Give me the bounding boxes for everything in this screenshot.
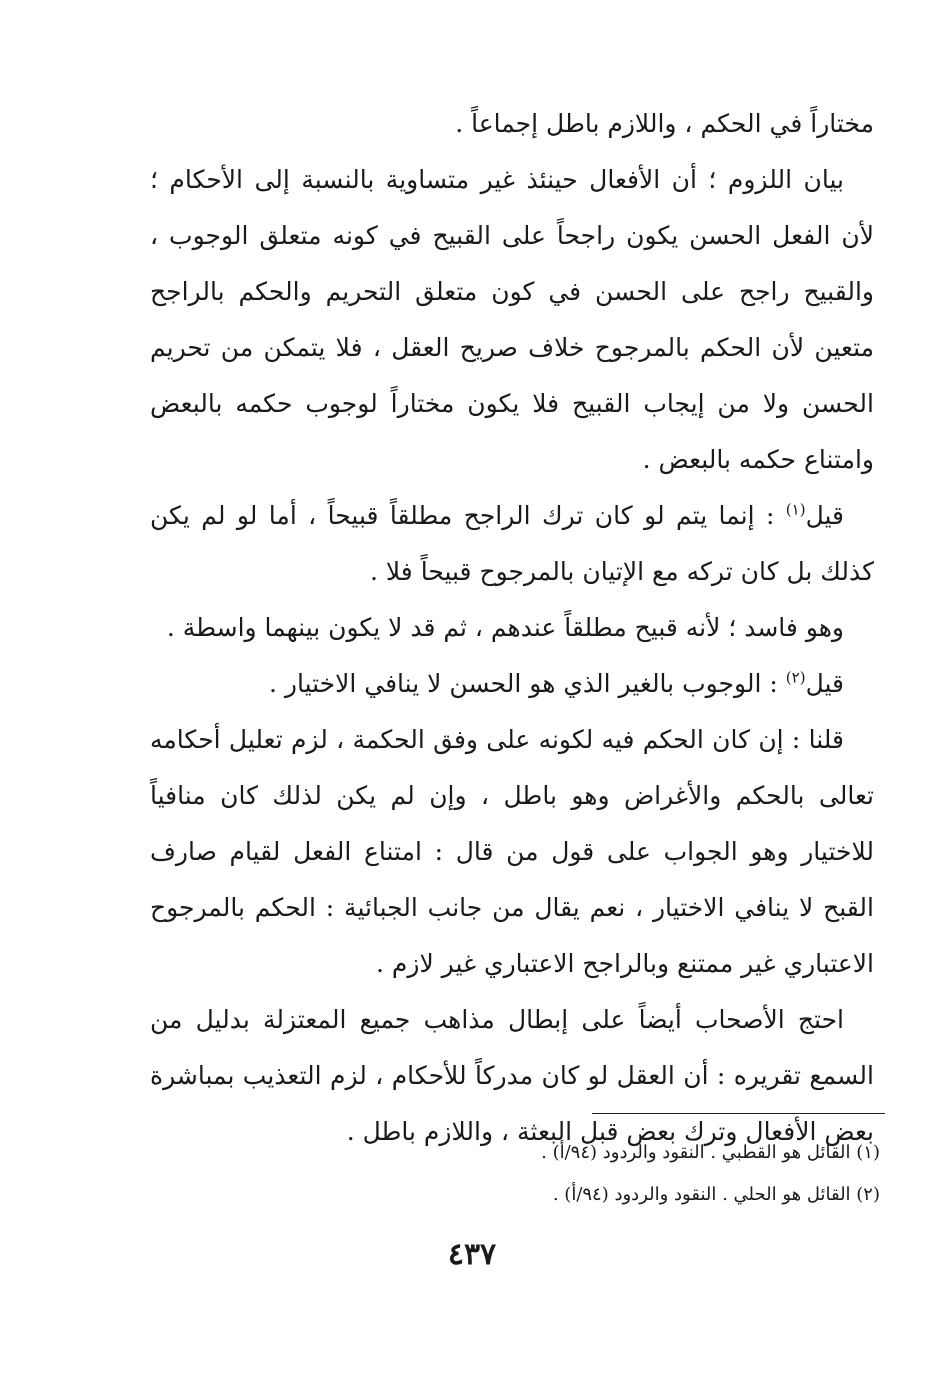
objection-text: : الوجوب بالغير الذي هو الحسن لا ينافي الاختيار . <box>268 669 786 698</box>
paragraph-reply: قلنا : إن كان الحكم فيه لكونه على وفق الحكمة ، لزم تعليل أحكامه تعالى بالحكم والأغراض وهو باطل ، وإن لم يكن لذلك كان منافياً للاختيار وهو الجواب على قول من قال : امتناع الفعل لقيام صارف القبح لا ينافي الاختيار ، نعم يقال من جانب الجبائية : الحكم بالمرجوح الاعتباري غير ممتنع وبالراجح الاعتباري غير لازم . <box>150 725 874 978</box>
objection-prefix: قيل <box>805 501 844 530</box>
paragraph-objection-2 <box>150 656 874 712</box>
objection-text: : إنما يتم لو كان ترك الراجح مطلقاً قبيحاً ، أما لو لم يكن كذلك بل كان تركه مع الإتيان بالمرجوح قبيحاً فلا . <box>150 501 874 586</box>
paragraph-scriptural-argument: احتج الأصحاب أيضاً على إبطال مذاهب جميع المعتزلة بدليل من السمع تقريره : أن العقل لو كان مدركاً للأحكام ، لزم التعذيب بمباشرة بعض الأفعال وترك بعض قبل البعثة ، واللازم باطل . <box>150 1005 874 1146</box>
paragraph-objection-1 <box>150 488 874 600</box>
page-number: ٤٣٧ <box>447 1237 497 1272</box>
paragraph-proof-of-entailment: بيان اللزوم ؛ أن الأفعال حينئذ غير متساوية بالنسبة إلى الأحكام ؛ لأن الفعل الحسن يكون راجحاً على القبيح في كونه متعلق الوجوب ، والقبيح راجح على الحسن في كون متعلق التحريم والحكم بالراجح متعين لأن الحكم بالمرجوح خلاف صريح العقل ، فلا يتمكن من تحريم الحسن ولا من إيجاب القبيح فلا يكون مختاراً لوجوب حكمه بالبعض وامتناع حكمه بالبعض . <box>150 165 874 474</box>
footnote-ref-1: (١) <box>785 500 806 519</box>
footnotes <box>420 1132 880 1216</box>
paragraph-rebuttal: وهو فاسد ؛ لأنه قبيح مطلقاً عندهم ، ثم قد لا يكون بينهما واسطة . <box>166 613 844 642</box>
objection-prefix: قيل <box>805 669 844 698</box>
footnote-ref-2: (٢) <box>785 668 806 687</box>
main-text <box>150 96 874 1160</box>
paragraph-continuation: مختاراً في الحكم ، واللازم باطل إجماعاً . <box>455 109 874 138</box>
footnote-divider <box>592 1113 885 1114</box>
footnote-1: (١) القائل هو القطبي . النقود والردود (٩٤/أ) . <box>541 1142 880 1163</box>
footnote-2: (٢) القائل هو الحلي . النقود والردود (٩٤/أ) . <box>552 1184 880 1205</box>
